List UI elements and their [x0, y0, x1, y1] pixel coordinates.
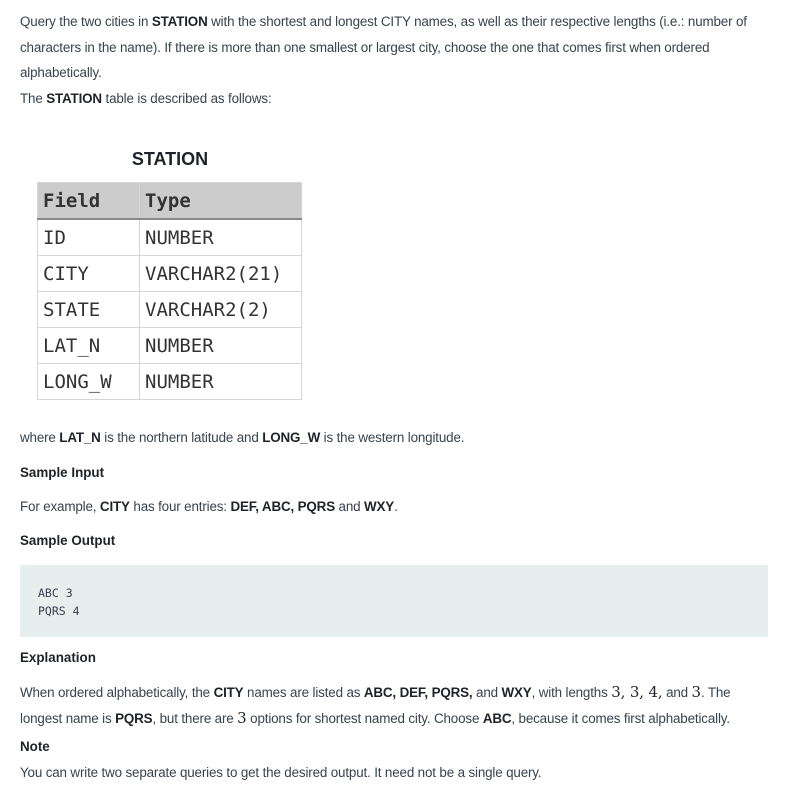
explanation-math: 3	[691, 683, 701, 701]
explanation-text: options for shortest named city. Choose	[246, 710, 483, 726]
explanation-text: and	[472, 685, 502, 700]
header-field: Field	[38, 183, 140, 220]
field-cell: CITY	[38, 256, 140, 292]
explanation-bold: ABC, DEF, PQRS,	[363, 685, 473, 700]
field-cell: STATE	[38, 292, 140, 328]
explanation-paragraph	[20, 680, 770, 731]
sample-input-text: and	[334, 499, 365, 514]
sample-input-bold: DEF, ABC, PQRS	[230, 499, 335, 514]
sample-input-heading: Sample Input	[20, 465, 105, 480]
intro-bold: STATION	[46, 90, 102, 106]
table-row	[38, 328, 302, 364]
type-cell: NUMBER	[140, 219, 302, 256]
explanation-bold: PQRS	[115, 710, 153, 726]
explanation-bold: ABC	[482, 710, 512, 726]
explanation-bold: WXY	[501, 685, 532, 700]
table-row	[38, 256, 302, 292]
explanation-text: and	[662, 685, 692, 700]
type-cell: NUMBER	[140, 364, 302, 400]
explanation-math: 3, 3, 4,	[611, 683, 663, 701]
type-cell: VARCHAR2(2)	[140, 292, 302, 328]
sample-input-bold: WXY	[364, 499, 395, 514]
explanation-text: , but there are	[152, 710, 238, 726]
where-text: is the northern latitude and	[100, 430, 263, 445]
explanation-heading: Explanation	[20, 650, 96, 665]
intro-text: Query the two cities in	[20, 14, 152, 29]
where-bold: LAT_N	[59, 430, 101, 445]
field-cell: LAT_N	[38, 328, 140, 364]
field-cell: ID	[38, 219, 140, 256]
field-cell: LONG_W	[38, 364, 140, 400]
explanation-text: . The longest name is	[20, 685, 731, 726]
explanation-text: , with lengths	[531, 685, 612, 700]
sample-input-paragraph	[20, 499, 398, 514]
where-paragraph	[20, 430, 464, 445]
note-paragraph: You can write two separate queries to get the desired output. It need not be a single query.	[20, 765, 542, 780]
table-title: STATION	[131, 149, 209, 169]
code-line: ABC 3	[38, 586, 73, 600]
type-cell: NUMBER	[140, 328, 302, 364]
where-text: where	[20, 430, 60, 445]
explanation-bold: CITY	[213, 685, 244, 700]
header-type: Type	[140, 183, 302, 220]
station-schema-table	[37, 182, 302, 400]
sample-input-bold: CITY	[99, 499, 130, 514]
table-row	[38, 219, 302, 256]
note-heading: Note	[20, 739, 50, 754]
explanation-text: , because it comes first alphabetically.	[511, 710, 730, 726]
intro-bold: STATION	[151, 14, 208, 29]
sample-output-heading: Sample Output	[20, 533, 116, 548]
where-bold: LONG_W	[262, 430, 321, 445]
code-line: PQRS 4	[38, 604, 80, 618]
explanation-text: names are listed as	[243, 685, 364, 700]
sample-input-text: For example,	[20, 499, 100, 514]
where-text: is the western longitude.	[320, 430, 465, 445]
type-cell: VARCHAR2(21)	[140, 256, 302, 292]
intro-text: table is described as follows:	[101, 90, 272, 106]
intro-text: with the shortest and longest CITY names, as well as their respective lengths (i.e.: number of characters in the name). If there is more than one smallest or largest city, choose the one that comes first when ordered alphabetically.	[20, 14, 747, 80]
sample-output-code-block	[20, 565, 768, 637]
intro-paragraph	[20, 9, 770, 111]
table-header-row	[38, 183, 302, 220]
explanation-text: When ordered alphabetically, the	[20, 685, 214, 700]
sample-input-text: has four entries:	[129, 499, 231, 514]
sample-input-text: .	[394, 499, 398, 514]
table-row	[38, 364, 302, 400]
explanation-math: 3	[237, 708, 247, 727]
table-row	[38, 292, 302, 328]
intro-text: The	[20, 90, 47, 106]
